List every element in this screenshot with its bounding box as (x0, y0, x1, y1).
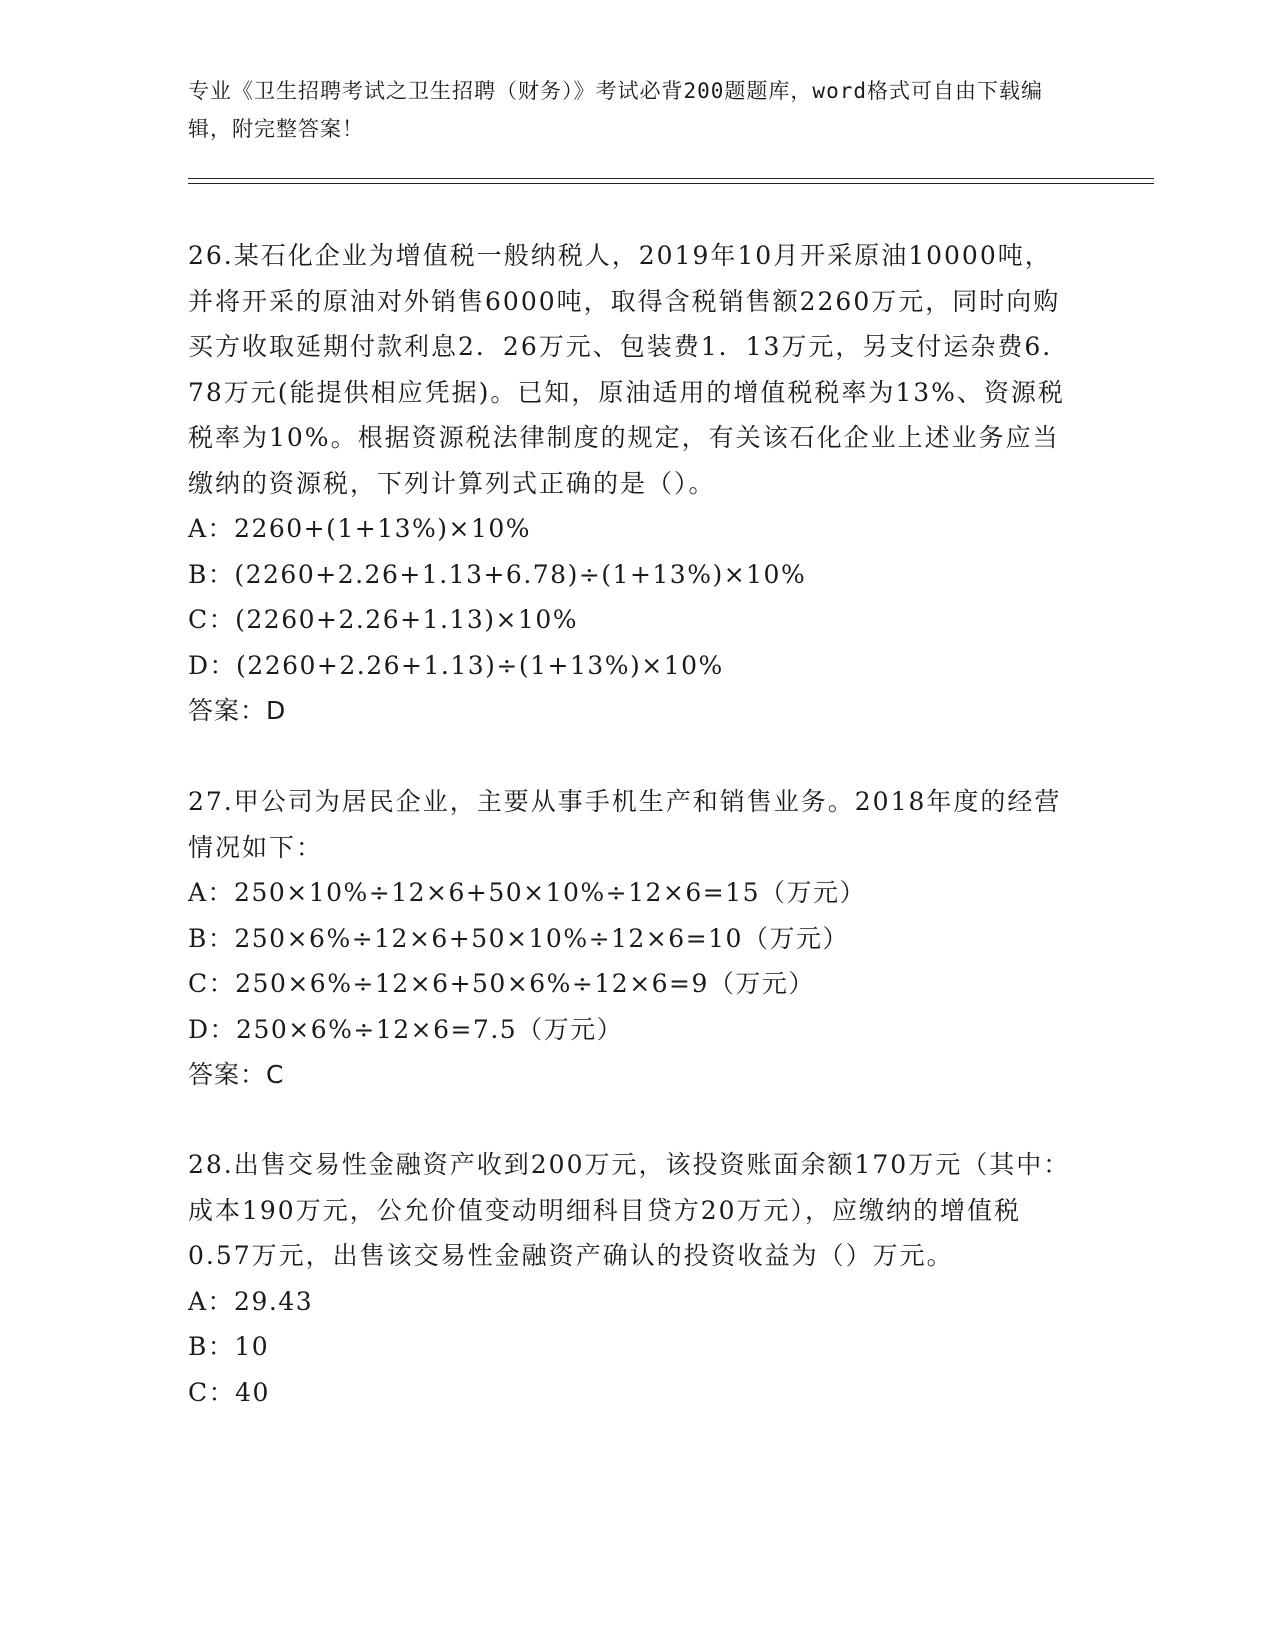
option-b: B：250×6%÷12×6+50×10%÷12×6=10（万元） (188, 923, 849, 953)
header-rule-top (188, 178, 1154, 179)
option-d: D：(2260+2.26+1.13)÷(1+13%)×10% (188, 650, 724, 680)
question-stem: 27.甲公司为居民企业，主要从事手机生产和销售业务。2018年度的经营情况如下： (188, 787, 1062, 862)
question-26 (188, 233, 1078, 734)
header-title: 专业《卫生招聘考试之卫生招聘（财务）》考试必背200题题库，word格式可自由下载编辑，附完整答案！ (188, 79, 1043, 141)
option-c: C：250×6%÷12×6+50×6%÷12×6=9（万元） (188, 969, 815, 998)
answer-label: 答案：D (188, 696, 287, 725)
option-a: A：29.43 (188, 1286, 314, 1316)
option-a: A：250×10%÷12×6+50×10%÷12×6=15（万元） (188, 878, 867, 907)
answer-label: 答案：C (188, 1060, 285, 1089)
option-a: A：2260+(1+13%)×10% (188, 514, 532, 543)
document-header (188, 72, 1068, 148)
question-27 (188, 779, 1078, 1098)
option-c: C：40 (188, 1377, 270, 1407)
option-c: C：(2260+2.26+1.13)×10% (188, 605, 578, 634)
question-28 (188, 1142, 1078, 1415)
header-rule-bottom (188, 183, 1154, 184)
option-d: D：250×6%÷12×6=7.5（万元） (188, 1014, 624, 1044)
question-stem: 26.某石化企业为增值税一般纳税人，2019年10月开采原油10000吨，并将开采的原油对外销售6000吨，取得含税销售额2260万元，同时向购买方收取延期付款利息2．26万元、包装费1．13万元，另支付运杂费6．78万元(能提供相应凭据)。已知，原油适用的增值税税率为13%、资源税税率为10%。根据资源税法律制度的规定，有关该石化企业上述业务应当缴纳的资源税，下列计算列式正确的是（）。 (188, 241, 1070, 498)
question-stem: 28.出售交易性金融资产收到200万元，该投资账面余额170万元（其中：成本190万元，公允价值变动明细科目贷方20万元），应缴纳的增值税0.57万元，出售该交易性金融资产确认的投资收益为（）万元。 (188, 1150, 1071, 1270)
option-b: B：(2260+2.26+1.13+6.78)÷(1+13%)×10% (188, 559, 807, 589)
option-b: B：10 (188, 1332, 270, 1361)
